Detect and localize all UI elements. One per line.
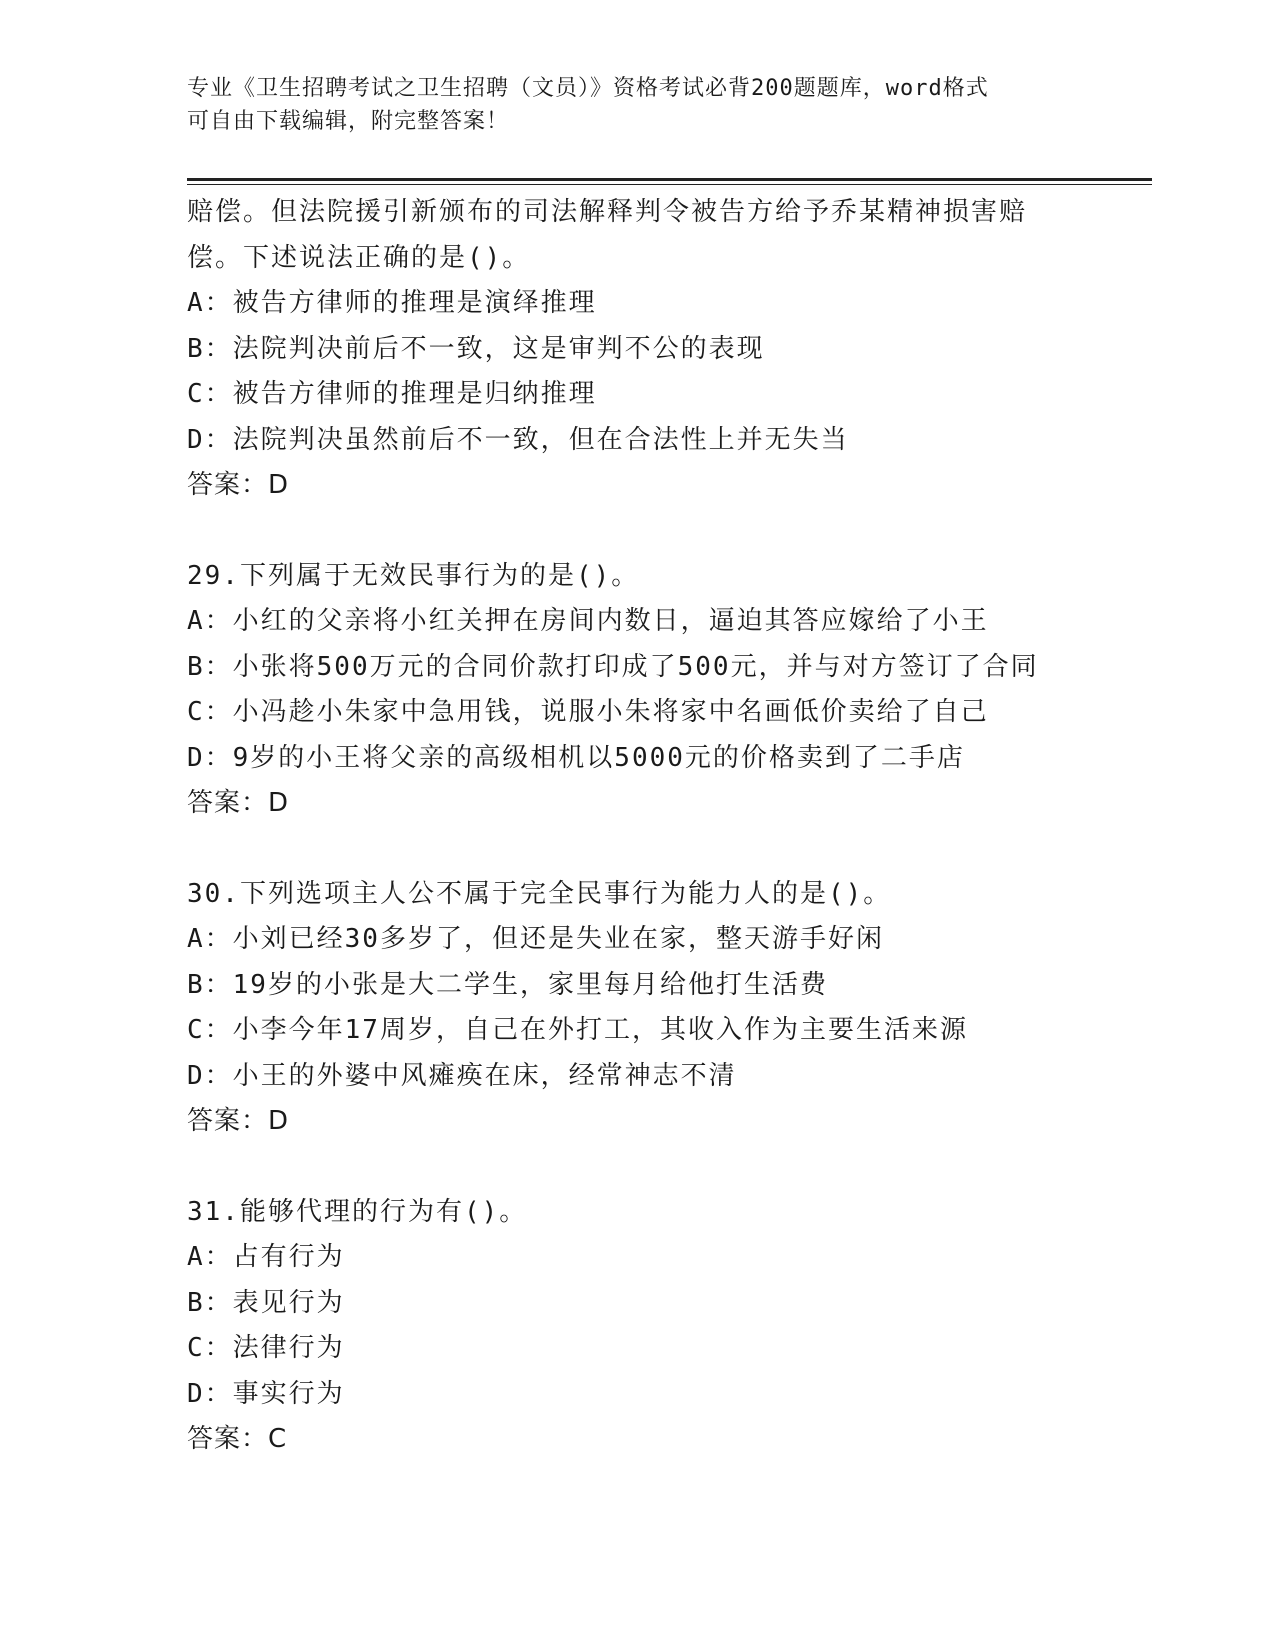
option-c: C：法律行为 bbox=[187, 1333, 345, 1363]
question-stem-line: 赔偿。但法院援引新颁布的司法解释判令被告方给予乔某精神损害赔 bbox=[187, 197, 1028, 227]
answer-line: 答案：D bbox=[187, 1106, 290, 1136]
option-b: B：法院判决前后不一致，这是审判不公的表现 bbox=[187, 333, 765, 364]
option-d: D：小王的外婆中风瘫痪在床，经常神志不清 bbox=[187, 1060, 737, 1091]
option-a: A：被告方律师的推理是演绎推理 bbox=[187, 288, 597, 318]
answer-line: 答案：C bbox=[187, 1424, 288, 1454]
answer-line: 答案：D bbox=[187, 470, 290, 500]
option-d: D：9岁的小王将父亲的高级相机以5000元的价格卖到了二手店 bbox=[187, 742, 965, 773]
header-line-2: 可自由下载编辑，附完整答案！ bbox=[187, 109, 510, 134]
option-a: A：占有行为 bbox=[187, 1242, 345, 1272]
page-header bbox=[187, 72, 1087, 138]
option-c: C：被告方律师的推理是归纳推理 bbox=[187, 379, 597, 409]
question-28-continued bbox=[187, 190, 1187, 509]
option-c: C：小李今年17周岁，自己在外打工，其收入作为主要生活来源 bbox=[187, 1015, 968, 1045]
question-content bbox=[187, 190, 1187, 1463]
option-b: B：表见行为 bbox=[187, 1287, 345, 1318]
question-30 bbox=[187, 872, 1187, 1145]
answer-line: 答案：D bbox=[187, 788, 290, 818]
option-d: D：法院判决虽然前后不一致，但在合法性上并无失当 bbox=[187, 424, 849, 455]
question-31 bbox=[187, 1190, 1187, 1463]
question-stem-line: 偿。下述说法正确的是()。 bbox=[187, 242, 531, 273]
option-d: D：事实行为 bbox=[187, 1378, 345, 1409]
header-rule-thick bbox=[187, 178, 1152, 181]
question-29 bbox=[187, 554, 1187, 827]
option-b: B：19岁的小张是大二学生，家里每月给他打生活费 bbox=[187, 969, 828, 1000]
header-line-1: 专业《卫生招聘考试之卫生招聘（文员）》资格考试必背200题题库，word格式 bbox=[187, 76, 989, 101]
option-a: A：小刘已经30多岁了，但还是失业在家，整天游手好闲 bbox=[187, 924, 884, 954]
question-stem: 29.下列属于无效民事行为的是()。 bbox=[187, 560, 640, 591]
question-stem: 31.能够代理的行为有()。 bbox=[187, 1196, 528, 1227]
question-stem: 30.下列选项主人公不属于完全民事行为能力人的是()。 bbox=[187, 878, 892, 909]
option-a: A：小红的父亲将小红关押在房间内数日，逼迫其答应嫁给了小王 bbox=[187, 606, 989, 636]
option-b: B：小张将500万元的合同价款打印成了500元，并与对方签订了合同 bbox=[187, 651, 1039, 682]
option-c: C：小冯趁小朱家中急用钱，说服小朱将家中名画低价卖给了自己 bbox=[187, 697, 989, 727]
header-rule-thin bbox=[187, 184, 1152, 185]
